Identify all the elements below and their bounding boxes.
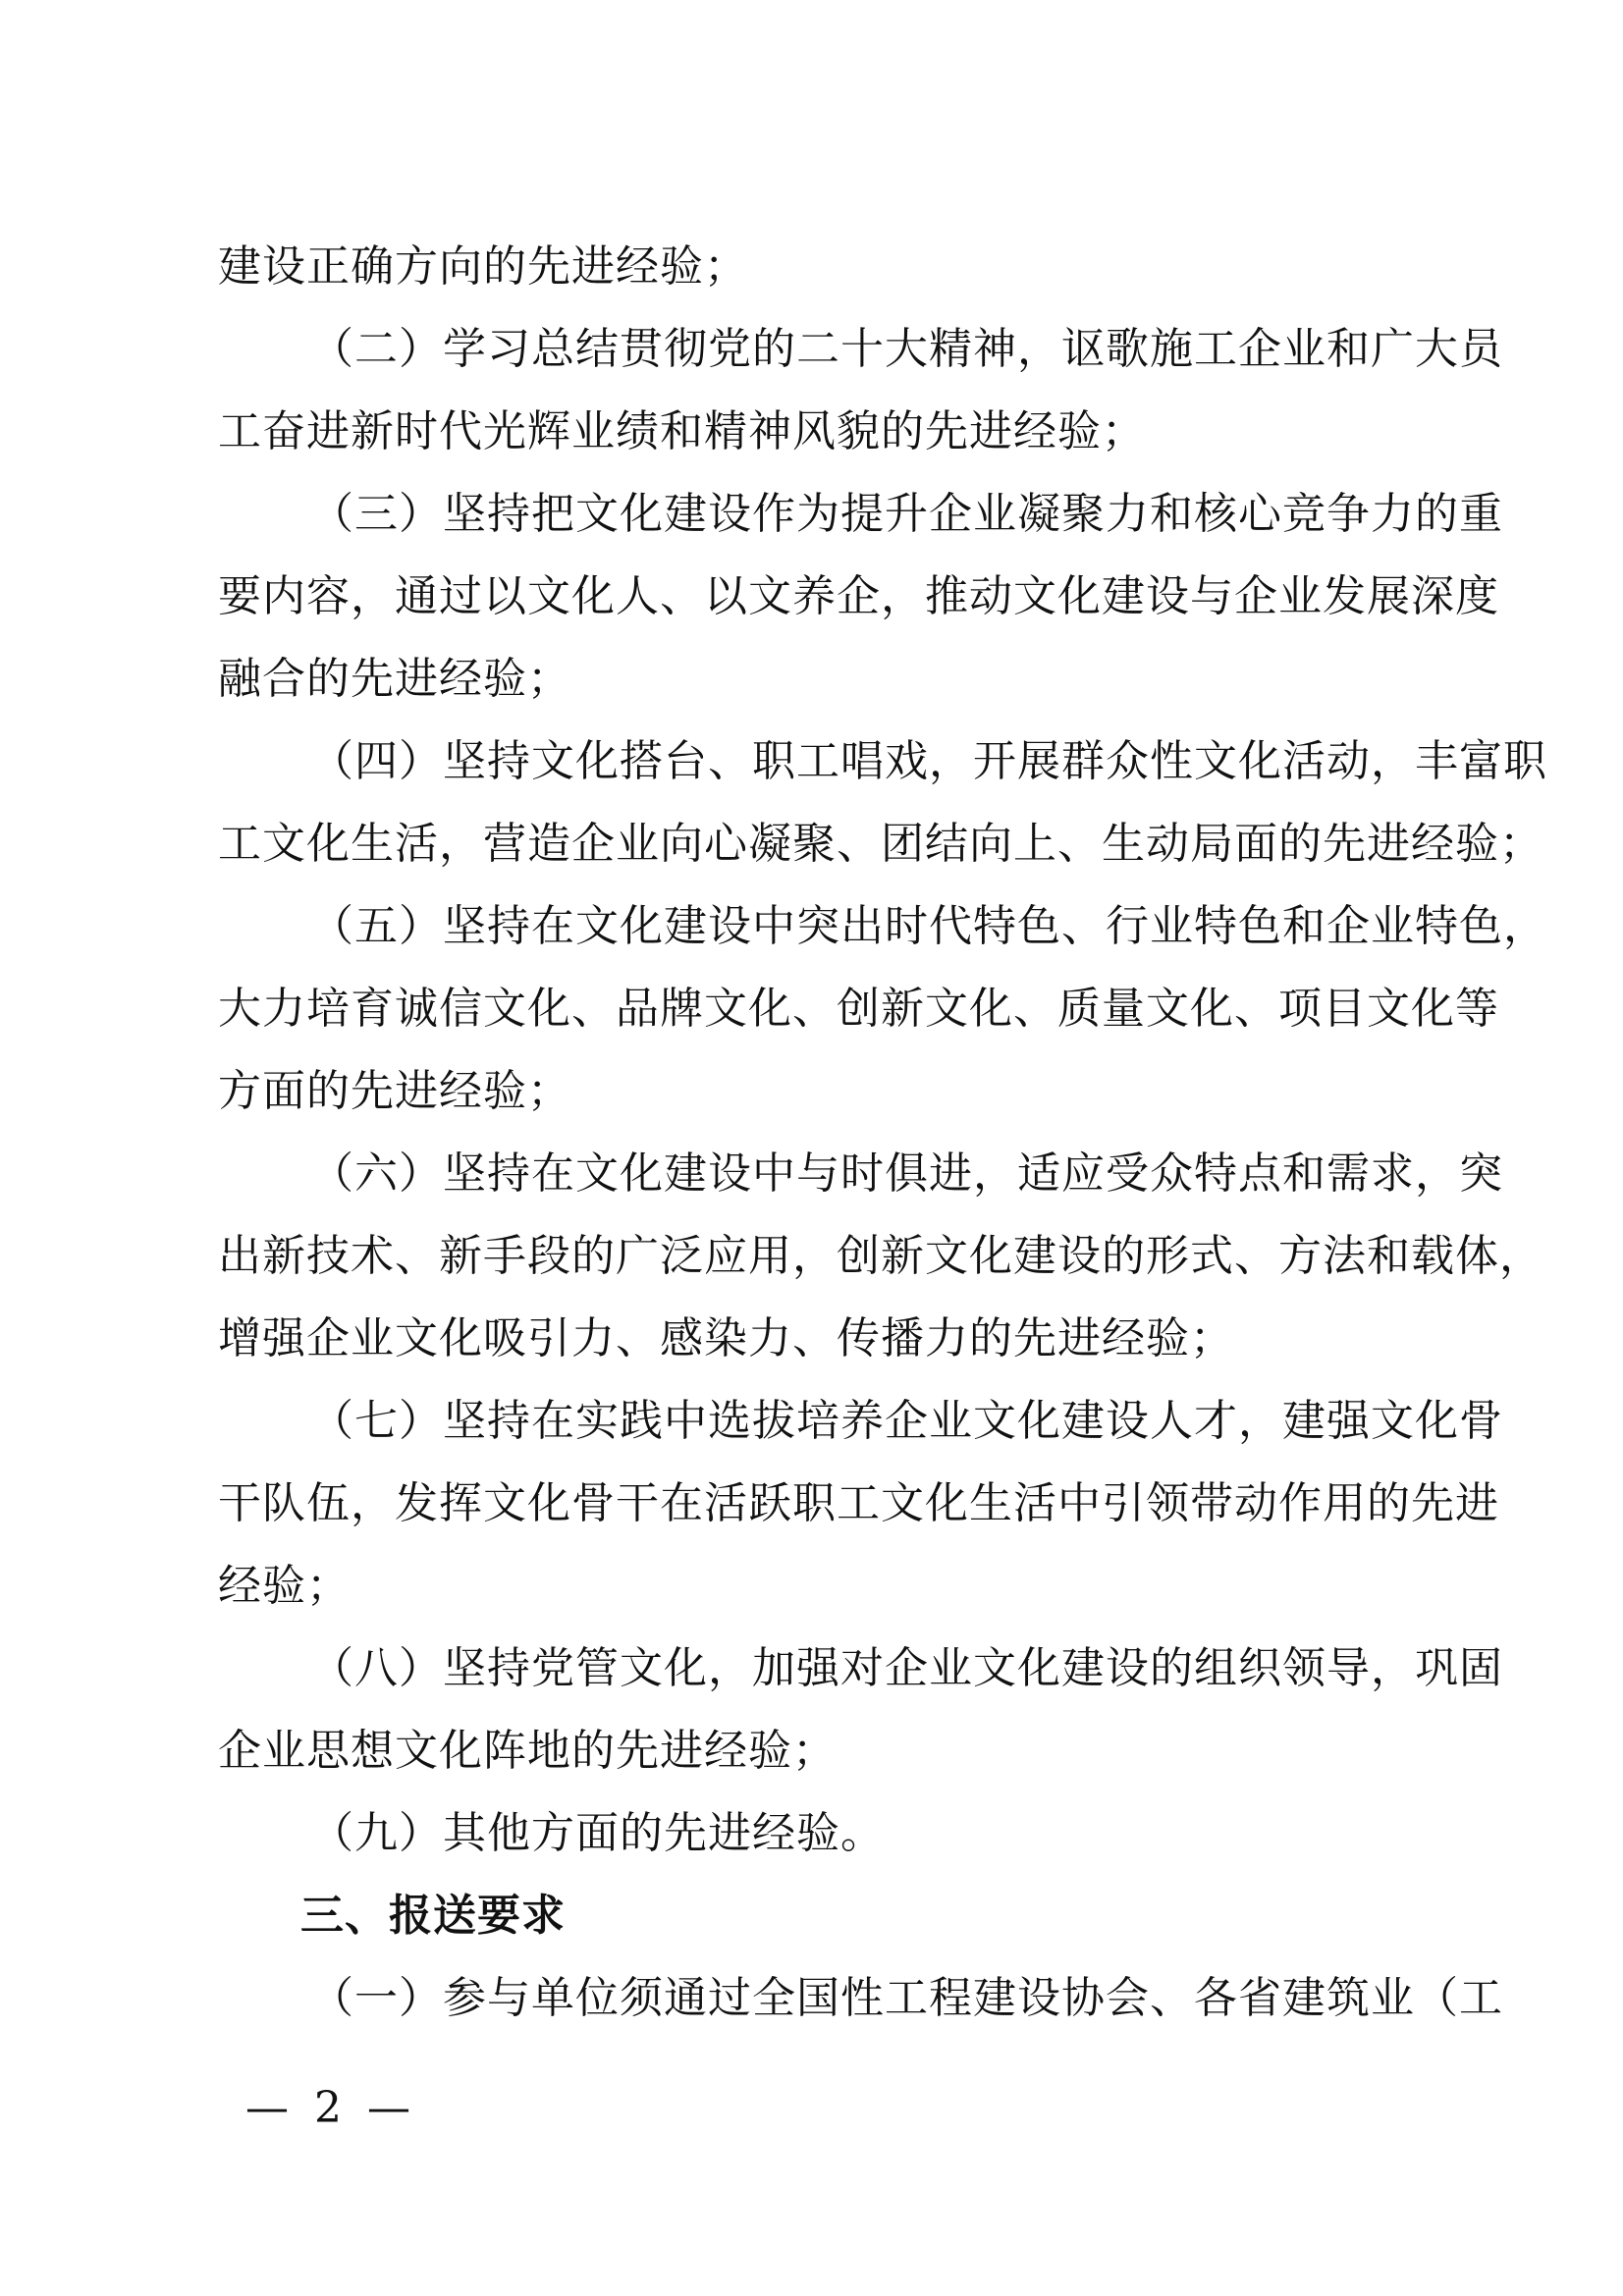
body-text-line: 干队伍，发挥文化骨干在活跃职工文化生活中引领带动作用的先进 bbox=[218, 1478, 1499, 1528]
body-text-line: 企业思想文化阵地的先进经验； bbox=[218, 1726, 837, 1776]
body-text-line: （一）参与单位须通过全国性工程建设协会、各省建筑业（工 bbox=[310, 1973, 1503, 2023]
body-text-line: （四）坚持文化搭台、职工唱戏，开展群众性文化活动，丰富职 bbox=[310, 736, 1547, 786]
body-text-line: 工文化生活，营造企业向心凝聚、团结向上、生动局面的先进经验； bbox=[218, 819, 1543, 869]
body-text-line: （三）坚持把文化建设作为提升企业凝聚力和核心竞争力的重 bbox=[310, 489, 1503, 539]
page-number: — 2 — bbox=[245, 2083, 416, 2133]
body-text-line: （九）其他方面的先进经验。 bbox=[310, 1808, 885, 1858]
body-text-line: 方面的先进经验； bbox=[218, 1066, 571, 1116]
body-text-line: 大力培育诚信文化、品牌文化、创新文化、质量文化、项目文化等 bbox=[218, 984, 1499, 1034]
body-text-line: （七）坚持在实践中选拔培养企业文化建设人才，建强文化骨 bbox=[310, 1396, 1503, 1446]
body-text-line: （八）坚持党管文化，加强对企业文化建设的组织领导，巩固 bbox=[310, 1643, 1503, 1693]
body-text-line: 增强企业文化吸引力、感染力、传播力的先进经验； bbox=[218, 1313, 1234, 1363]
section-heading: 三、报送要求 bbox=[300, 1891, 566, 1941]
body-text-line: 建设正确方向的先进经验； bbox=[218, 241, 748, 292]
body-text-line: 经验； bbox=[218, 1561, 351, 1611]
body-text-line: 融合的先进经验； bbox=[218, 654, 571, 704]
body-text-line: （六）坚持在文化建设中与时俱进，适应受众特点和需求，突 bbox=[310, 1148, 1503, 1199]
body-text-line: 工奋进新时代光辉业绩和精神风貌的先进经验； bbox=[218, 406, 1146, 456]
body-text-line: 出新技术、新手段的广泛应用，创新文化建设的形式、方法和载体， bbox=[218, 1231, 1543, 1281]
body-text-line: （二）学习总结贯彻党的二十大精神，讴歌施工企业和广大员 bbox=[310, 324, 1503, 374]
body-text-line: 要内容，通过以文化人、以文养企，推动文化建设与企业发展深度 bbox=[218, 571, 1499, 621]
body-text-line: （五）坚持在文化建设中突出时代特色、行业特色和企业特色， bbox=[310, 901, 1547, 951]
